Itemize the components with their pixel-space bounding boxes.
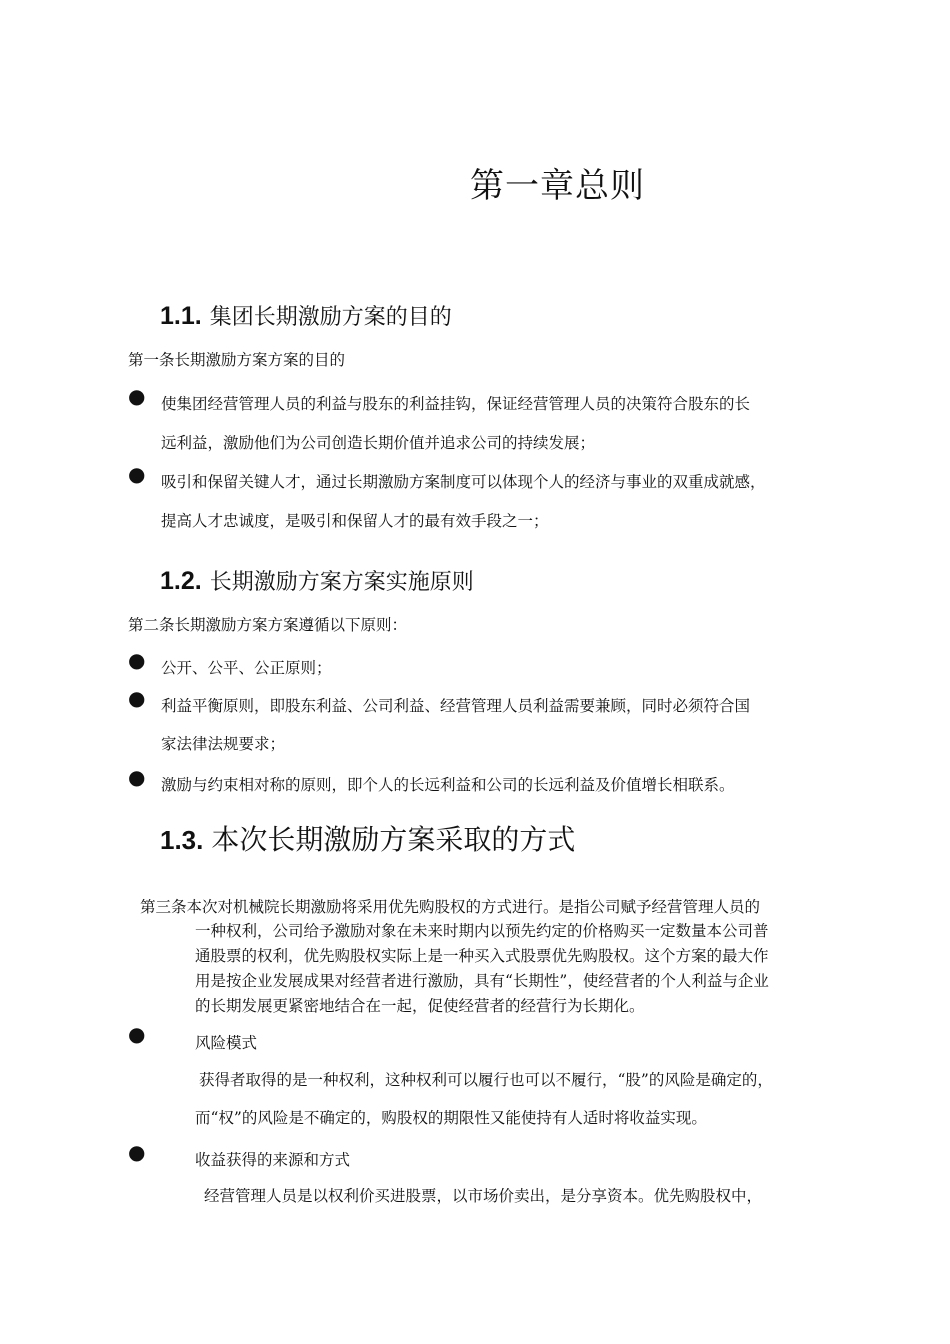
section-title: 集团长期激励方案的目的 <box>209 305 452 330</box>
paragraph-line: 远利益，激励他们为公司创造长期价值并追求公司的持续发展； <box>161 434 596 452</box>
paragraph-line: 吸引和保留关键人才，通过长期激励方案制度可以体现个人的经济与事业的双重成就感， <box>161 473 766 491</box>
paragraph-line: 一种权利，公司给予激励对象在未来时期内以预先约定的价格购买一定数量本公司普 <box>195 922 769 940</box>
paragraph-line: 而“权”的风险是不确定的，购股权的期限性又能使持有人适时将收益实现。 <box>195 1109 707 1127</box>
paragraph-line: 的长期发展更紧密地结合在一起，促使经营者的经营行为长期化。 <box>195 997 645 1015</box>
bullet-title: 收益获得的来源和方式 <box>195 1151 351 1169</box>
article-2: 第二条长期激励方案方案遵循以下原则： <box>128 616 408 634</box>
paragraph-line: 家法律法规要求； <box>161 735 286 753</box>
section-heading-1-2 <box>160 565 474 596</box>
bullet-icon: ● <box>128 384 146 408</box>
paragraph-line: 用是按企业发展成果对经营者进行激励，具有“长期性”，使经营者的个人利益与企业 <box>195 972 769 990</box>
section-title: 长期激励方案方案实施原则 <box>209 570 474 595</box>
paragraph-line: 提高人才忠诚度，是吸引和保留人才的最有效手段之一； <box>161 512 549 530</box>
section-heading-1-1 <box>160 300 452 331</box>
section-heading-1-3 <box>160 818 575 858</box>
section-title: 本次长期激励方案采取的方式 <box>211 823 576 856</box>
bullet-icon: ● <box>128 1140 146 1164</box>
article-1: 第一条长期激励方案方案的目的 <box>128 351 346 369</box>
chapter-title: 第一章总则 <box>470 166 645 206</box>
paragraph-line: 公开、公平、公正原则； <box>161 659 332 677</box>
paragraph-line: 利益平衡原则，即股东利益、公司利益、经营管理人员利益需要兼顾，同时必须符合国 <box>161 697 751 715</box>
bullet-icon: ● <box>128 648 146 672</box>
paragraph-line: 获得者取得的是一种权利，这种权利可以履行也可以不履行，“股”的风险是确定的， <box>199 1071 773 1089</box>
bullet-icon: ● <box>128 765 146 789</box>
bullet-icon: ● <box>128 686 146 710</box>
bullet-icon: ● <box>128 462 146 486</box>
paragraph-line: 经营管理人员是以权利价买进股票，以市场价卖出，是分享资本。优先购股权中， <box>204 1187 763 1205</box>
paragraph-line: 第三条本次对机械院长期激励将采用优先购股权的方式进行。是指公司赋予经营管理人员的 <box>140 898 761 916</box>
paragraph-line: 通股票的权利，优先购股权实际上是一种买入式股票优先购股权。这个方案的最大作 <box>195 947 769 965</box>
paragraph-line: 使集团经营管理人员的利益与股东的利益挂钩，保证经营管理人员的决策符合股东的长 <box>161 395 751 413</box>
bullet-title: 风险模式 <box>195 1034 258 1052</box>
section-number: 1.1. <box>160 302 202 330</box>
bullet-icon: ● <box>128 1022 146 1046</box>
paragraph-line: 激励与约束相对称的原则，即个人的长远利益和公司的长远利益及价值增长相联系。 <box>161 776 735 794</box>
section-number: 1.3. <box>160 825 204 855</box>
section-number: 1.2. <box>160 567 202 595</box>
